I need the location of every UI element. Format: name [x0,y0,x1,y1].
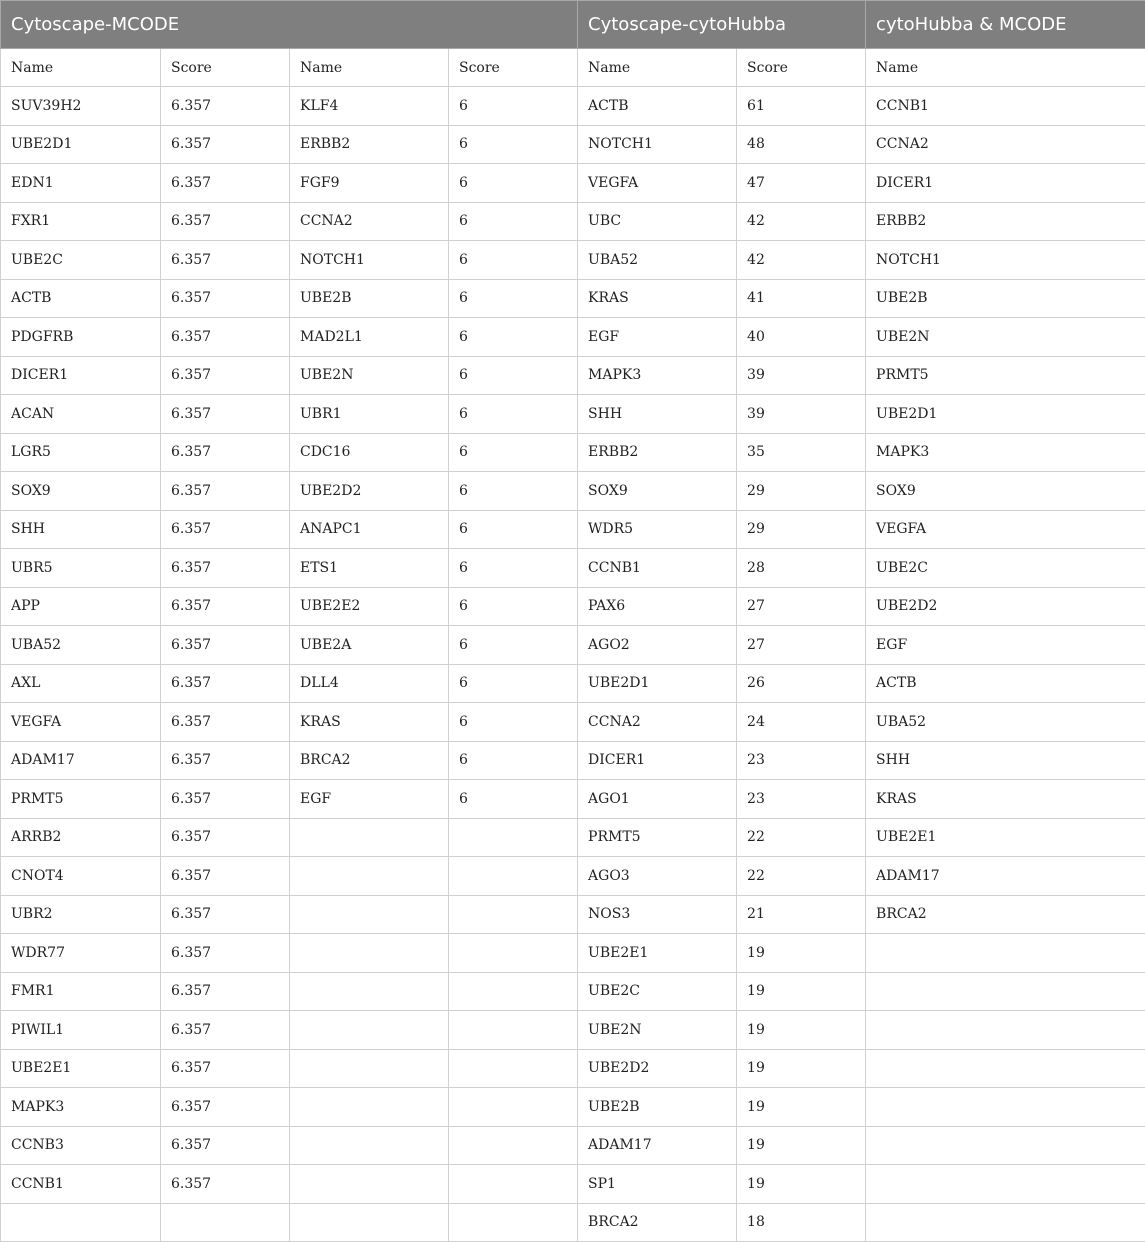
cytohubba-score-cell: 22 [737,818,866,857]
mcode-score-cell [449,1165,578,1204]
mcode-name-cell: UBE2B [290,279,449,318]
mcode-name-cell: ADAM17 [1,741,161,780]
mcode-name-cell: ERBB2 [290,125,449,164]
table-row [1,472,1145,511]
mcode-score-cell: 6 [449,780,578,819]
overlap-name-cell: CCNB1 [866,87,1145,126]
mcode-name-cell: CCNB1 [1,1165,161,1204]
mcode-name-cell: DLL4 [290,664,449,703]
mcode-name-cell: SUV39H2 [1,87,161,126]
mcode-name-cell: ETS1 [290,549,449,588]
column-header: Score [737,49,866,87]
cytohubba-score-cell: 24 [737,703,866,742]
mcode-name-cell: EDN1 [1,164,161,203]
table-row [1,356,1145,395]
table-row [1,1049,1145,1088]
mcode-name-cell: MAD2L1 [290,318,449,357]
column-header: Name [290,49,449,87]
mcode-name-cell: ACAN [1,395,161,434]
cytohubba-score-cell: 19 [737,1011,866,1050]
mcode-score-cell: 6.357 [161,433,290,472]
table-row [1,510,1145,549]
cytohubba-score-cell: 29 [737,472,866,511]
mcode-score-cell: 6.357 [161,395,290,434]
mcode-name-cell: VEGFA [1,703,161,742]
column-header: Score [449,49,578,87]
overlap-name-cell: ACTB [866,664,1145,703]
mcode-score-cell: 6 [449,664,578,703]
group-header-row [1,1,1145,49]
mcode-score-cell: 6 [449,395,578,434]
mcode-name-cell: ACTB [1,279,161,318]
mcode-score-cell: 6.357 [161,87,290,126]
mcode-score-cell: 6.357 [161,356,290,395]
table-row [1,1203,1145,1242]
cytohubba-score-cell: 61 [737,87,866,126]
cytohubba-name-cell: SOX9 [578,472,737,511]
mcode-name-cell: UBE2E2 [290,587,449,626]
mcode-score-cell: 6.357 [161,626,290,665]
cytohubba-name-cell: KRAS [578,279,737,318]
mcode-score-cell: 6.357 [161,780,290,819]
mcode-score-cell: 6.357 [161,549,290,588]
mcode-name-cell: SHH [1,510,161,549]
mcode-score-cell: 6.357 [161,587,290,626]
overlap-name-cell: BRCA2 [866,895,1145,934]
cytohubba-name-cell: WDR5 [578,510,737,549]
mcode-name-cell: AXL [1,664,161,703]
mcode-score-cell: 6.357 [161,1011,290,1050]
mcode-name-cell: WDR77 [1,934,161,973]
cytohubba-score-cell: 23 [737,780,866,819]
mcode-score-cell: 6 [449,510,578,549]
mcode-score-cell [449,1126,578,1165]
table-row [1,703,1145,742]
overlap-name-cell: UBE2D2 [866,587,1145,626]
overlap-name-cell: UBE2N [866,318,1145,357]
mcode-score-cell: 6 [449,202,578,241]
cytohubba-name-cell: EGF [578,318,737,357]
table-row [1,818,1145,857]
mcode-score-cell: 6 [449,125,578,164]
mcode-score-cell: 6.357 [161,741,290,780]
overlap-name-cell [866,1049,1145,1088]
mcode-name-cell: EGF [290,780,449,819]
mcode-name-cell: FMR1 [1,972,161,1011]
mcode-name-cell [290,1126,449,1165]
mcode-score-cell: 6.357 [161,895,290,934]
cytohubba-name-cell: UBC [578,202,737,241]
cytohubba-score-cell: 48 [737,125,866,164]
mcode-name-cell [290,934,449,973]
mcode-name-cell [290,972,449,1011]
mcode-name-cell: UBA52 [1,626,161,665]
cytohubba-name-cell: UBE2B [578,1088,737,1127]
cytohubba-name-cell: CCNA2 [578,703,737,742]
cytohubba-name-cell: UBE2E1 [578,934,737,973]
mcode-score-cell: 6 [449,587,578,626]
cytohubba-score-cell: 29 [737,510,866,549]
cytohubba-name-cell: UBE2D1 [578,664,737,703]
overlap-name-cell: UBE2B [866,279,1145,318]
mcode-score-cell: 6 [449,164,578,203]
column-header: Name [1,49,161,87]
mcode-score-cell: 6.357 [161,857,290,896]
cytohubba-score-cell: 19 [737,972,866,1011]
mcode-name-cell: LGR5 [1,433,161,472]
mcode-name-cell: FXR1 [1,202,161,241]
overlap-name-cell: EGF [866,626,1145,665]
mcode-name-cell: SOX9 [1,472,161,511]
mcode-score-cell [161,1203,290,1242]
mcode-score-cell: 6.357 [161,1088,290,1127]
cytohubba-name-cell: BRCA2 [578,1203,737,1242]
cytohubba-name-cell: DICER1 [578,741,737,780]
mcode-name-cell: UBE2C [1,241,161,280]
cytohubba-score-cell: 22 [737,857,866,896]
mcode-name-cell: KRAS [290,703,449,742]
overlap-name-cell: UBE2D1 [866,395,1145,434]
overlap-name-cell [866,972,1145,1011]
table-row [1,202,1145,241]
cytohubba-name-cell: NOTCH1 [578,125,737,164]
cytohubba-name-cell: UBE2N [578,1011,737,1050]
mcode-score-cell [449,818,578,857]
mcode-name-cell: CNOT4 [1,857,161,896]
table-row [1,1126,1145,1165]
overlap-name-cell: ADAM17 [866,857,1145,896]
mcode-score-cell [449,1049,578,1088]
overlap-name-cell [866,1011,1145,1050]
mcode-name-cell: BRCA2 [290,741,449,780]
mcode-score-cell: 6.357 [161,125,290,164]
mcode-name-cell: ARRB2 [1,818,161,857]
cytohubba-score-cell: 19 [737,1049,866,1088]
mcode-score-cell: 6 [449,626,578,665]
mcode-name-cell: PDGFRB [1,318,161,357]
mcode-score-cell: 6 [449,472,578,511]
cytohubba-name-cell: PAX6 [578,587,737,626]
cytohubba-name-cell: AGO1 [578,780,737,819]
mcode-score-cell: 6.357 [161,510,290,549]
group-header-mcode: Cytoscape-MCODE [1,1,578,49]
group-header-overlap: cytoHubba & MCODE [866,1,1145,49]
mcode-name-cell: FGF9 [290,164,449,203]
table-row [1,972,1145,1011]
mcode-score-cell: 6.357 [161,279,290,318]
mcode-name-cell: UBE2D2 [290,472,449,511]
overlap-name-cell: DICER1 [866,164,1145,203]
cytohubba-score-cell: 41 [737,279,866,318]
mcode-name-cell: PRMT5 [1,780,161,819]
cytohubba-name-cell: CCNB1 [578,549,737,588]
mcode-name-cell: MAPK3 [1,1088,161,1127]
cytohubba-score-cell: 18 [737,1203,866,1242]
table-row [1,164,1145,203]
overlap-name-cell: NOTCH1 [866,241,1145,280]
table-row [1,664,1145,703]
mcode-score-cell: 6 [449,241,578,280]
cytohubba-score-cell: 19 [737,1088,866,1127]
mcode-score-cell: 6.357 [161,1049,290,1088]
cytohubba-score-cell: 19 [737,1165,866,1204]
mcode-name-cell: DICER1 [1,356,161,395]
table-row [1,433,1145,472]
table-row [1,279,1145,318]
mcode-score-cell [449,857,578,896]
mcode-score-cell [449,934,578,973]
table-row [1,1165,1145,1204]
table-row [1,780,1145,819]
mcode-score-cell: 6 [449,279,578,318]
mcode-score-cell: 6.357 [161,934,290,973]
cytohubba-name-cell: SP1 [578,1165,737,1204]
mcode-score-cell: 6.357 [161,972,290,1011]
cytohubba-score-cell: 42 [737,202,866,241]
mcode-score-cell: 6 [449,741,578,780]
cytohubba-name-cell: MAPK3 [578,356,737,395]
overlap-name-cell: PRMT5 [866,356,1145,395]
mcode-name-cell [290,895,449,934]
mcode-name-cell: CCNA2 [290,202,449,241]
cytohubba-name-cell: PRMT5 [578,818,737,857]
table-row [1,549,1145,588]
mcode-name-cell [290,1088,449,1127]
table-row [1,587,1145,626]
mcode-score-cell: 6 [449,356,578,395]
cytohubba-score-cell: 47 [737,164,866,203]
group-header-cytohubba: Cytoscape-cytoHubba [578,1,866,49]
cytohubba-score-cell: 27 [737,626,866,665]
column-header: Name [866,49,1145,87]
mcode-name-cell: UBE2D1 [1,125,161,164]
table-row [1,741,1145,780]
cytohubba-score-cell: 35 [737,433,866,472]
mcode-score-cell: 6.357 [161,1165,290,1204]
mcode-score-cell [449,1011,578,1050]
cytohubba-name-cell: VEGFA [578,164,737,203]
cytohubba-name-cell: ADAM17 [578,1126,737,1165]
cytohubba-score-cell: 21 [737,895,866,934]
mcode-name-cell [290,1049,449,1088]
overlap-name-cell [866,1088,1145,1127]
mcode-name-cell: KLF4 [290,87,449,126]
overlap-name-cell: UBE2E1 [866,818,1145,857]
overlap-name-cell: MAPK3 [866,433,1145,472]
mcode-name-cell: CCNB3 [1,1126,161,1165]
mcode-name-cell: UBE2A [290,626,449,665]
cytohubba-score-cell: 23 [737,741,866,780]
mcode-name-cell: CDC16 [290,433,449,472]
overlap-name-cell [866,1126,1145,1165]
mcode-name-cell [290,857,449,896]
mcode-score-cell: 6.357 [161,164,290,203]
column-header: Score [161,49,290,87]
cytohubba-name-cell: ACTB [578,87,737,126]
cytohubba-score-cell: 28 [737,549,866,588]
table-row [1,395,1145,434]
mcode-score-cell: 6.357 [161,1126,290,1165]
table-row [1,895,1145,934]
mcode-name-cell: NOTCH1 [290,241,449,280]
cytohubba-name-cell: NOS3 [578,895,737,934]
cytohubba-name-cell: AGO3 [578,857,737,896]
mcode-name-cell [290,1165,449,1204]
mcode-name-cell [290,1203,449,1242]
cytohubba-score-cell: 40 [737,318,866,357]
cytohubba-score-cell: 19 [737,1126,866,1165]
mcode-name-cell [290,818,449,857]
mcode-name-cell: UBE2N [290,356,449,395]
mcode-score-cell: 6 [449,703,578,742]
mcode-name-cell: UBR1 [290,395,449,434]
overlap-name-cell: UBA52 [866,703,1145,742]
cytohubba-score-cell: 19 [737,934,866,973]
cytohubba-score-cell: 27 [737,587,866,626]
column-header: Name [578,49,737,87]
cytohubba-name-cell: AGO2 [578,626,737,665]
table-row [1,1088,1145,1127]
mcode-name-cell: APP [1,587,161,626]
mcode-score-cell: 6 [449,87,578,126]
overlap-name-cell: VEGFA [866,510,1145,549]
table-row [1,318,1145,357]
table-row [1,125,1145,164]
mcode-name-cell [1,1203,161,1242]
overlap-name-cell: ERBB2 [866,202,1145,241]
table-row [1,626,1145,665]
mcode-score-cell: 6.357 [161,318,290,357]
mcode-score-cell [449,972,578,1011]
mcode-name-cell: ANAPC1 [290,510,449,549]
cytohubba-score-cell: 26 [737,664,866,703]
mcode-score-cell: 6.357 [161,703,290,742]
mcode-score-cell: 6.357 [161,472,290,511]
overlap-name-cell: KRAS [866,780,1145,819]
mcode-score-cell: 6.357 [161,202,290,241]
mcode-name-cell: UBR5 [1,549,161,588]
cytohubba-score-cell: 42 [737,241,866,280]
overlap-name-cell: CCNA2 [866,125,1145,164]
mcode-score-cell [449,1203,578,1242]
cytohubba-score-cell: 39 [737,395,866,434]
mcode-score-cell: 6 [449,549,578,588]
cytohubba-name-cell: SHH [578,395,737,434]
mcode-score-cell: 6.357 [161,241,290,280]
mcode-score-cell: 6 [449,433,578,472]
column-header-row [1,49,1145,87]
overlap-name-cell [866,934,1145,973]
table-row [1,241,1145,280]
mcode-name-cell [290,1011,449,1050]
cytohubba-name-cell: UBE2D2 [578,1049,737,1088]
cytohubba-score-cell: 39 [737,356,866,395]
overlap-name-cell [866,1203,1145,1242]
table-row [1,934,1145,973]
mcode-score-cell: 6.357 [161,664,290,703]
table-row [1,857,1145,896]
mcode-score-cell [449,895,578,934]
cytohubba-name-cell: UBE2C [578,972,737,1011]
overlap-name-cell: SHH [866,741,1145,780]
cytohubba-name-cell: UBA52 [578,241,737,280]
mcode-score-cell [449,1088,578,1127]
mcode-name-cell: UBR2 [1,895,161,934]
table-body [1,87,1145,1242]
table-row [1,1011,1145,1050]
cytohubba-name-cell: ERBB2 [578,433,737,472]
overlap-name-cell: UBE2C [866,549,1145,588]
mcode-score-cell: 6 [449,318,578,357]
mcode-name-cell: UBE2E1 [1,1049,161,1088]
overlap-name-cell: SOX9 [866,472,1145,511]
table-row [1,87,1145,126]
overlap-name-cell [866,1165,1145,1204]
mcode-score-cell: 6.357 [161,818,290,857]
mcode-name-cell: PIWIL1 [1,1011,161,1050]
